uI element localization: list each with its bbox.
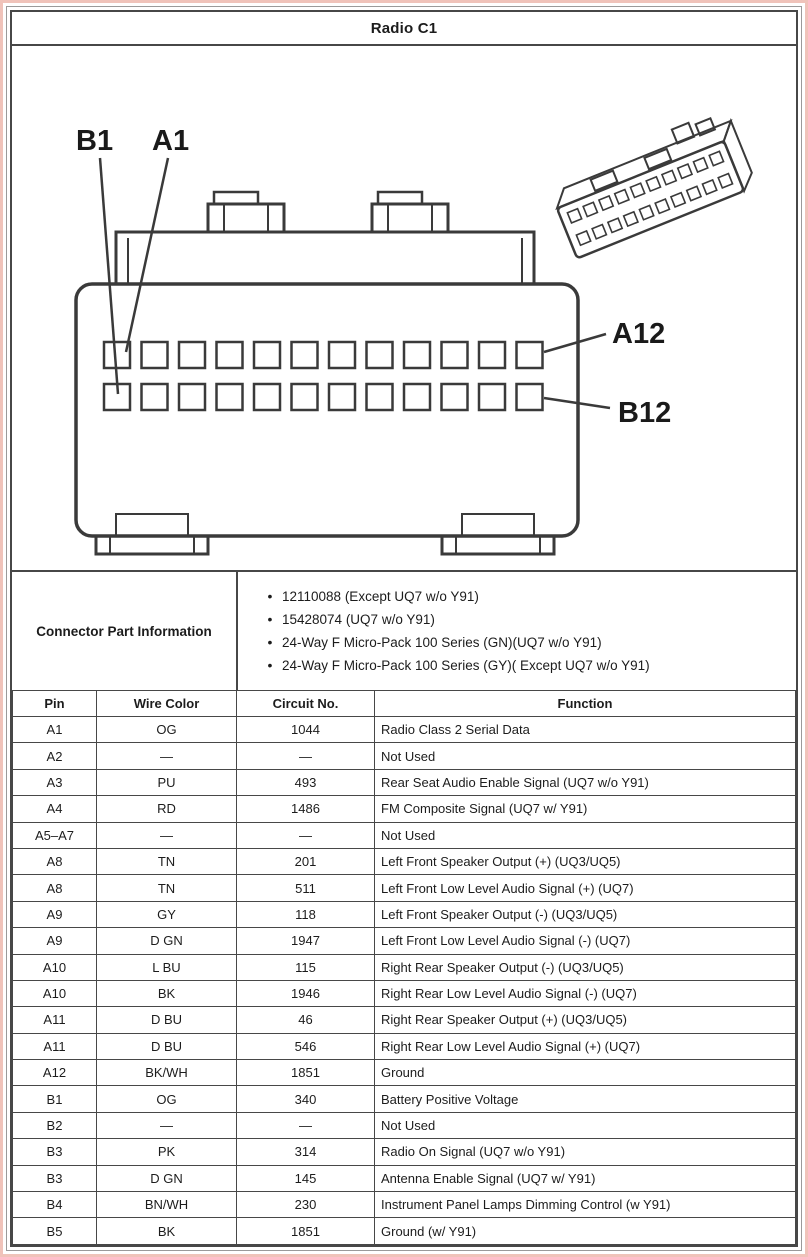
table-row bbox=[13, 769, 796, 795]
connector-pin bbox=[592, 225, 606, 239]
cell-pin: A5–A7 bbox=[13, 822, 97, 848]
col-header-wire-color: Wire Color bbox=[97, 691, 237, 717]
cell-function: Radio On Signal (UQ7 w/o Y91) bbox=[375, 1139, 796, 1165]
connector-part-info-label: Connector Part Information bbox=[12, 572, 238, 690]
cell-wire-color: D BU bbox=[97, 1007, 237, 1033]
connector-pin bbox=[639, 205, 653, 219]
connector-pin bbox=[671, 193, 685, 207]
connector-pin bbox=[630, 183, 644, 197]
cell-circuit-no: 118 bbox=[237, 901, 375, 927]
cell-wire-color: TN bbox=[97, 848, 237, 874]
content-frame bbox=[10, 10, 798, 1247]
connector-pin bbox=[179, 342, 205, 368]
cell-circuit-no: 340 bbox=[237, 1086, 375, 1112]
mounting-foot-left bbox=[96, 514, 208, 554]
cell-function: Not Used bbox=[375, 822, 796, 848]
cell-circuit-no: 1486 bbox=[237, 796, 375, 822]
connector-pin bbox=[567, 209, 581, 223]
cell-pin: A3 bbox=[13, 769, 97, 795]
table-row bbox=[13, 848, 796, 874]
connector-diagram bbox=[12, 46, 796, 570]
cell-wire-color: OG bbox=[97, 1086, 237, 1112]
pinout-table bbox=[12, 690, 796, 1245]
table-row bbox=[13, 875, 796, 901]
cell-wire-color: PU bbox=[97, 769, 237, 795]
cell-pin: A8 bbox=[13, 848, 97, 874]
cell-pin: A1 bbox=[13, 717, 97, 743]
connector-pin bbox=[718, 174, 732, 188]
col-header-function: Function bbox=[375, 691, 796, 717]
cell-function: Rear Seat Audio Enable Signal (UQ7 w/o Y91) bbox=[375, 769, 796, 795]
table-row bbox=[13, 1218, 796, 1245]
connector-pin bbox=[517, 384, 543, 410]
mounting-foot-right bbox=[442, 514, 554, 554]
cell-circuit-no: 314 bbox=[237, 1139, 375, 1165]
table-row bbox=[13, 1112, 796, 1138]
connector-pin bbox=[693, 158, 707, 172]
cell-pin: A10 bbox=[13, 980, 97, 1006]
leader-line-a12 bbox=[544, 334, 606, 352]
cell-wire-color: D GN bbox=[97, 928, 237, 954]
connector-pin bbox=[254, 342, 280, 368]
cell-circuit-no: — bbox=[237, 1112, 375, 1138]
cell-pin: B3 bbox=[13, 1139, 97, 1165]
cell-pin: B1 bbox=[13, 1086, 97, 1112]
connector-isometric-view bbox=[546, 108, 757, 259]
cell-circuit-no: — bbox=[237, 822, 375, 848]
table-row bbox=[13, 1165, 796, 1191]
cell-wire-color: OG bbox=[97, 717, 237, 743]
part-info-item: • 24-Way F Micro-Pack 100 Series (GY)( Except UQ7 w/o Y91) bbox=[258, 654, 786, 677]
table-row bbox=[13, 1060, 796, 1086]
cell-circuit-no: 1851 bbox=[237, 1060, 375, 1086]
connector-pin bbox=[217, 342, 243, 368]
cell-function: Left Front Low Level Audio Signal (-) (UQ7) bbox=[375, 928, 796, 954]
connector-pin bbox=[615, 190, 629, 204]
table-row bbox=[13, 1139, 796, 1165]
connector-pin bbox=[576, 231, 590, 245]
connector-part-info-section bbox=[12, 570, 796, 690]
table-row bbox=[13, 796, 796, 822]
cell-pin: A8 bbox=[13, 875, 97, 901]
cell-wire-color: D GN bbox=[97, 1165, 237, 1191]
connector-top-ridge bbox=[116, 232, 534, 284]
connector-front-view bbox=[76, 158, 610, 554]
pin-grid bbox=[104, 342, 543, 410]
table-header-row bbox=[13, 691, 796, 717]
cell-circuit-no: 511 bbox=[237, 875, 375, 901]
connector-pin bbox=[442, 384, 468, 410]
cell-function: Right Rear Speaker Output (-) (UQ3/UQ5) bbox=[375, 954, 796, 980]
cell-circuit-no: — bbox=[237, 743, 375, 769]
cell-pin: A11 bbox=[13, 1033, 97, 1059]
cell-wire-color: TN bbox=[97, 875, 237, 901]
connector-pin bbox=[142, 342, 168, 368]
pin-label-a1: A1 bbox=[152, 125, 190, 157]
connector-pin bbox=[678, 164, 692, 178]
leader-line-a1 bbox=[126, 158, 168, 352]
cell-pin: A10 bbox=[13, 954, 97, 980]
cell-circuit-no: 230 bbox=[237, 1192, 375, 1218]
cell-circuit-no: 1947 bbox=[237, 928, 375, 954]
cell-wire-color: RD bbox=[97, 796, 237, 822]
cell-function: Right Rear Low Level Audio Signal (-) (UQ7) bbox=[375, 980, 796, 1006]
pin-label-a12: A12 bbox=[612, 318, 666, 350]
col-header-pin: Pin bbox=[13, 691, 97, 717]
cell-pin: A9 bbox=[13, 901, 97, 927]
cell-wire-color: L BU bbox=[97, 954, 237, 980]
cell-pin: A11 bbox=[13, 1007, 97, 1033]
connector-pin bbox=[702, 180, 716, 194]
cell-wire-color: — bbox=[97, 1112, 237, 1138]
cell-wire-color: D BU bbox=[97, 1033, 237, 1059]
cell-pin: B2 bbox=[13, 1112, 97, 1138]
cell-function: Right Rear Speaker Output (+) (UQ3/UQ5) bbox=[375, 1007, 796, 1033]
cell-pin: A9 bbox=[13, 928, 97, 954]
cell-function: Left Front Speaker Output (-) (UQ3/UQ5) bbox=[375, 901, 796, 927]
connector-pin bbox=[479, 342, 505, 368]
connector-pin bbox=[442, 342, 468, 368]
cell-pin: B5 bbox=[13, 1218, 97, 1245]
cell-circuit-no: 1946 bbox=[237, 980, 375, 1006]
cell-circuit-no: 1851 bbox=[237, 1218, 375, 1245]
cell-circuit-no: 46 bbox=[237, 1007, 375, 1033]
cell-wire-color: BK/WH bbox=[97, 1060, 237, 1086]
cell-wire-color: BK bbox=[97, 980, 237, 1006]
connector-pin bbox=[608, 218, 622, 232]
connector-pin bbox=[367, 342, 393, 368]
part-info-item: • 12110088 (Except UQ7 w/o Y91) bbox=[258, 585, 786, 608]
connector-pin bbox=[254, 384, 280, 410]
connector-pin bbox=[329, 384, 355, 410]
connector-pin bbox=[662, 170, 676, 184]
table-row bbox=[13, 901, 796, 927]
table-row bbox=[13, 928, 796, 954]
cell-wire-color: PK bbox=[97, 1139, 237, 1165]
cell-pin: A2 bbox=[13, 743, 97, 769]
connector-pin bbox=[517, 342, 543, 368]
cell-function: Not Used bbox=[375, 1112, 796, 1138]
connector-pin bbox=[599, 196, 613, 210]
table-row bbox=[13, 822, 796, 848]
cell-function: Instrument Panel Lamps Dimming Control (w Y91) bbox=[375, 1192, 796, 1218]
cell-function: Radio Class 2 Serial Data bbox=[375, 717, 796, 743]
cell-function: Ground bbox=[375, 1060, 796, 1086]
cell-circuit-no: 493 bbox=[237, 769, 375, 795]
cell-wire-color: — bbox=[97, 743, 237, 769]
iso-pin-grid bbox=[567, 151, 732, 245]
table-row bbox=[13, 954, 796, 980]
cell-circuit-no: 115 bbox=[237, 954, 375, 980]
cell-function: FM Composite Signal (UQ7 w/ Y91) bbox=[375, 796, 796, 822]
connector-pin bbox=[142, 384, 168, 410]
cell-function: Left Front Low Level Audio Signal (+) (UQ7) bbox=[375, 875, 796, 901]
cell-circuit-no: 201 bbox=[237, 848, 375, 874]
page-title: Radio C1 bbox=[12, 12, 796, 46]
cell-function: Right Rear Low Level Audio Signal (+) (UQ7) bbox=[375, 1033, 796, 1059]
pin-label-b1: B1 bbox=[76, 125, 114, 157]
connector-pin bbox=[217, 384, 243, 410]
cell-wire-color: BN/WH bbox=[97, 1192, 237, 1218]
pinout-table-section bbox=[12, 690, 796, 1245]
cell-wire-color: BK bbox=[97, 1218, 237, 1245]
table-row bbox=[13, 743, 796, 769]
connector-pin bbox=[687, 186, 701, 200]
cell-circuit-no: 546 bbox=[237, 1033, 375, 1059]
connector-pin bbox=[367, 384, 393, 410]
cell-function: Battery Positive Voltage bbox=[375, 1086, 796, 1112]
cell-pin: B3 bbox=[13, 1165, 97, 1191]
connector-diagram-svg bbox=[12, 46, 796, 570]
connector-pin bbox=[404, 384, 430, 410]
part-info-item: • 24-Way F Micro-Pack 100 Series (GN)(UQ7 w/o Y91) bbox=[258, 631, 786, 654]
latch-tab bbox=[372, 192, 448, 232]
connector-pin bbox=[292, 342, 318, 368]
cell-function: Not Used bbox=[375, 743, 796, 769]
table-row bbox=[13, 1033, 796, 1059]
cell-wire-color: GY bbox=[97, 901, 237, 927]
connector-pin bbox=[583, 202, 597, 216]
cell-wire-color: — bbox=[97, 822, 237, 848]
connector-pin bbox=[404, 342, 430, 368]
connector-part-info-list bbox=[238, 572, 796, 690]
pin-label-b12: B12 bbox=[618, 397, 672, 429]
cell-pin: B4 bbox=[13, 1192, 97, 1218]
connector-pin bbox=[709, 151, 723, 165]
cell-pin: A4 bbox=[13, 796, 97, 822]
connector-pin bbox=[479, 384, 505, 410]
cell-circuit-no: 145 bbox=[237, 1165, 375, 1191]
cell-circuit-no: 1044 bbox=[237, 717, 375, 743]
cell-function: Antenna Enable Signal (UQ7 w/ Y91) bbox=[375, 1165, 796, 1191]
latch-tab bbox=[208, 192, 284, 232]
cell-function: Left Front Speaker Output (+) (UQ3/UQ5) bbox=[375, 848, 796, 874]
cell-function: Ground (w/ Y91) bbox=[375, 1218, 796, 1245]
part-info-item: • 15428074 (UQ7 w/o Y91) bbox=[258, 608, 786, 631]
pinout-table-body bbox=[13, 717, 796, 1245]
table-row bbox=[13, 1086, 796, 1112]
connector-pin bbox=[655, 199, 669, 213]
connector-pin bbox=[329, 342, 355, 368]
outer-frame bbox=[6, 6, 802, 1251]
table-row bbox=[13, 980, 796, 1006]
table-row bbox=[13, 717, 796, 743]
table-row bbox=[13, 1192, 796, 1218]
connector-pin bbox=[624, 212, 638, 226]
col-header-circuit-no: Circuit No. bbox=[237, 691, 375, 717]
connector-pin bbox=[179, 384, 205, 410]
connector-pin bbox=[292, 384, 318, 410]
table-row bbox=[13, 1007, 796, 1033]
cell-pin: A12 bbox=[13, 1060, 97, 1086]
connector-pin bbox=[646, 177, 660, 191]
